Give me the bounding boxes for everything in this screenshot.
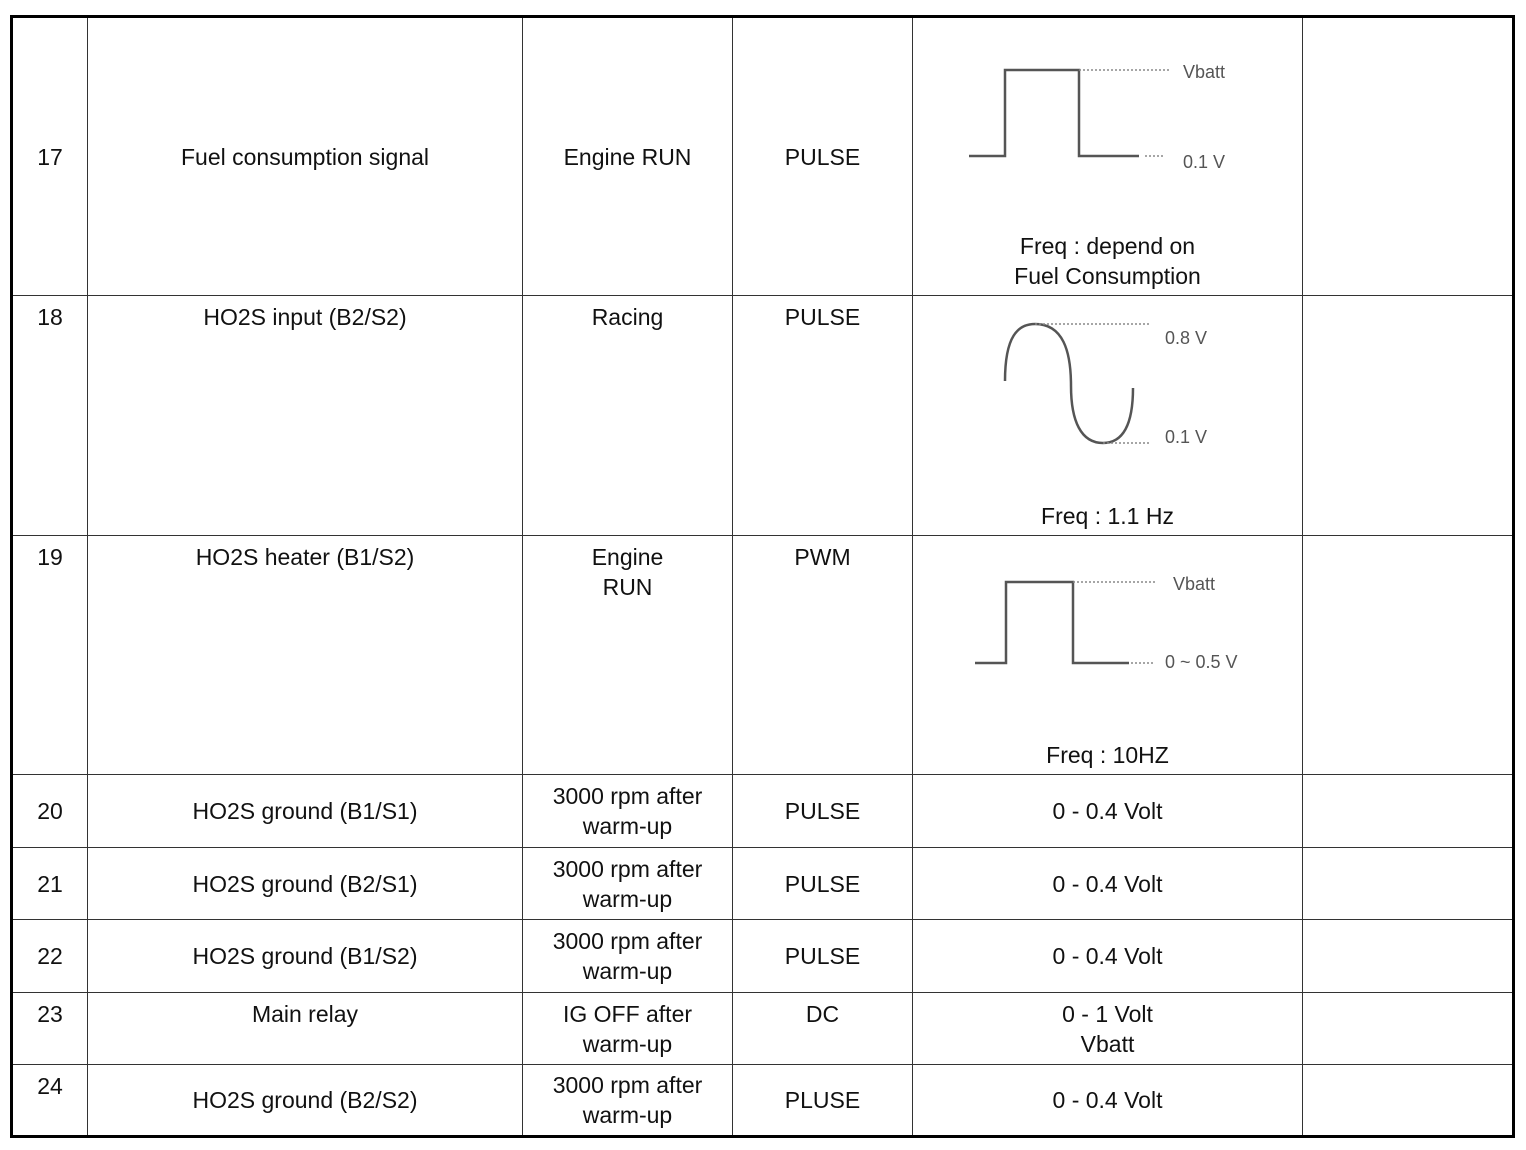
signal-type: PULSE <box>733 296 913 536</box>
sine-waveform-diagram <box>913 296 1303 536</box>
pin-signal-table <box>10 15 1515 1138</box>
remark-cell <box>1303 920 1514 993</box>
signal-type: PULSE <box>733 848 913 920</box>
signal-description: HO2S ground (B2/S2) <box>88 1065 523 1137</box>
table-row <box>12 17 1514 296</box>
frequency-line-1: Freq : 10HZ <box>1046 742 1169 768</box>
remark-cell <box>1303 993 1514 1065</box>
table-row <box>12 1065 1514 1137</box>
square-waveform-diagram <box>913 536 1303 775</box>
wave-bottom-label: 0.1 V <box>1183 152 1226 172</box>
level-line-1: 0 - 1 Volt <box>1062 1001 1153 1027</box>
signal-type: PWM <box>733 536 913 775</box>
condition-line-2: warm-up <box>582 1102 673 1128</box>
signal-description: HO2S input (B2/S2) <box>88 296 523 536</box>
table-row <box>12 775 1514 848</box>
condition-line-1: 3000 rpm after <box>552 855 703 882</box>
test-condition <box>523 775 733 848</box>
pin-number: 23 <box>12 993 88 1065</box>
table-row <box>12 296 1514 536</box>
test-condition <box>523 920 733 993</box>
test-condition: Racing <box>523 296 733 536</box>
waveform-cell <box>913 296 1303 536</box>
condition-line-1: 3000 rpm after <box>552 928 703 954</box>
pin-number: 17 <box>12 17 88 296</box>
signal-type: PULSE <box>733 920 913 993</box>
pin-number: 24 <box>12 1065 88 1137</box>
signal-type: DC <box>733 993 913 1065</box>
signal-level: 0 - 0.4 Volt <box>913 848 1303 920</box>
remark-cell <box>1303 296 1514 536</box>
condition-line-1: IG OFF after <box>562 1001 693 1027</box>
condition-line-2: RUN <box>602 574 653 600</box>
wave-top-label: 0.8 V <box>1165 328 1208 348</box>
signal-description: HO2S ground (B2/S1) <box>88 848 523 920</box>
pin-number: 19 <box>12 536 88 775</box>
test-condition <box>523 536 733 775</box>
waveform-cell <box>913 17 1303 296</box>
signal-type: PLUSE <box>733 1065 913 1137</box>
wave-top-label: Vbatt <box>1183 62 1226 82</box>
wave-bottom-label: 0.1 V <box>1165 427 1208 447</box>
signal-description: HO2S heater (B1/S2) <box>88 536 523 775</box>
signal-description: HO2S ground (B1/S1) <box>88 775 523 848</box>
signal-level: 0 - 0.4 Volt <box>913 1065 1303 1137</box>
signal-description: Main relay <box>88 993 523 1065</box>
test-condition <box>523 993 733 1065</box>
level-line-2: Vbatt <box>1080 1031 1135 1057</box>
remark-cell <box>1303 17 1514 296</box>
table-row <box>12 536 1514 775</box>
condition-line-2: warm-up <box>582 1031 673 1057</box>
frequency-note <box>913 740 1302 770</box>
remark-cell <box>1303 775 1514 848</box>
table-row <box>12 848 1514 920</box>
condition-line-2: warm-up <box>582 885 673 912</box>
test-condition: Engine RUN <box>523 17 733 296</box>
table-row <box>12 993 1514 1065</box>
remark-cell <box>1303 848 1514 920</box>
frequency-note <box>913 231 1302 291</box>
signal-type: PULSE <box>733 775 913 848</box>
remark-cell <box>1303 536 1514 775</box>
condition-line-1: 3000 rpm after <box>552 1072 703 1098</box>
remark-cell <box>1303 1065 1514 1137</box>
frequency-line-1: Freq : depend on <box>1019 233 1196 259</box>
signal-level <box>913 993 1303 1065</box>
condition-line-2: warm-up <box>582 958 673 984</box>
frequency-line-1: Freq : 1.1 Hz <box>1041 503 1174 529</box>
table-row <box>12 920 1514 993</box>
frequency-note <box>913 501 1302 531</box>
signal-level: 0 - 0.4 Volt <box>913 920 1303 993</box>
signal-description: HO2S ground (B1/S2) <box>88 920 523 993</box>
signal-description: Fuel consumption signal <box>88 17 523 296</box>
wave-bottom-label: 0 ~ 0.5 V <box>1165 652 1238 672</box>
wave-top-label: Vbatt <box>1173 574 1216 594</box>
pin-number: 22 <box>12 920 88 993</box>
waveform-cell <box>913 536 1303 775</box>
test-condition <box>523 848 733 920</box>
test-condition <box>523 1065 733 1137</box>
condition-line-1: 3000 rpm after <box>552 783 703 809</box>
pin-number: 20 <box>12 775 88 848</box>
pin-number: 18 <box>12 296 88 536</box>
frequency-line-2: Fuel Consumption <box>1014 263 1201 289</box>
pin-number: 21 <box>12 848 88 920</box>
signal-type: PULSE <box>733 17 913 296</box>
condition-line-1: Engine <box>591 544 664 570</box>
signal-level: 0 - 0.4 Volt <box>913 775 1303 848</box>
condition-line-2: warm-up <box>582 813 673 839</box>
